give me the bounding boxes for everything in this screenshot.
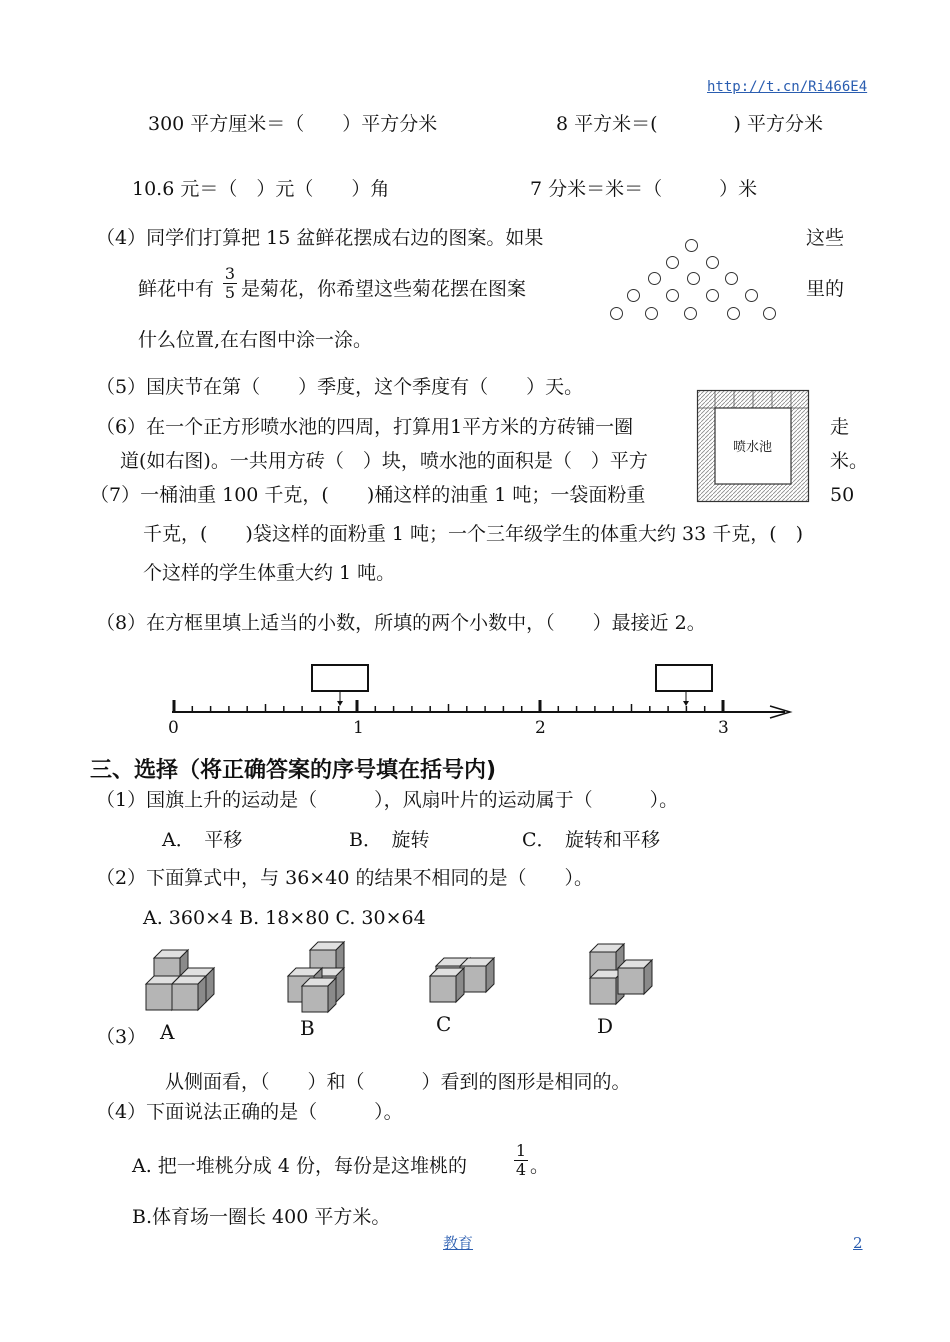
section-3-heading: 三、选择（将正确答案的序号填在括号内) (90, 758, 497, 783)
cube (430, 968, 464, 1002)
flower-circle[interactable] (763, 307, 776, 320)
cube (460, 958, 494, 992)
flower-circle[interactable] (627, 289, 640, 302)
tick-label-2: 2 (535, 718, 546, 738)
cube (618, 960, 652, 994)
c4-option-a-post: 。 (530, 1155, 550, 1177)
q6-line2-end: 米。 (830, 450, 869, 472)
q3-line2-left: 10.6 元＝（ ）元（ ）角 (132, 178, 390, 200)
c3-number: （3） (96, 1026, 147, 1048)
cube (172, 976, 206, 1010)
q7-line1-end: 50 (830, 484, 855, 506)
cube-label-b: B (300, 1016, 315, 1040)
q3-line2-right: 7 分米＝米＝（ ）米 (530, 178, 758, 200)
tick-label-0: 0 (168, 718, 179, 738)
cube-label-c: C (436, 1012, 452, 1036)
fraction-numerator: 1 (515, 1141, 527, 1160)
flower-circle[interactable] (666, 256, 679, 269)
flower-circle[interactable] (706, 289, 719, 302)
q3-line1-right: 8 平方米＝( ) 平方分米 (556, 113, 823, 135)
flower-circle[interactable] (685, 239, 698, 252)
flower-circle[interactable] (666, 289, 679, 302)
q7-line2: 千克，( )袋这样的面粉重 1 吨；一个三年级学生的体重大约 33 千克，( ) (143, 523, 804, 545)
answer-box-left[interactable] (312, 665, 368, 691)
cube-figures (140, 938, 670, 1018)
flower-circle[interactable] (645, 307, 658, 320)
header-url[interactable]: http://t.cn/Ri466E4 (707, 79, 868, 95)
c2-options[interactable]: A. 360×4 B. 18×80 C. 30×64 (143, 907, 426, 929)
c1-option-a[interactable]: A． 平移 (162, 829, 243, 851)
c4-question: （4）下面说法正确的是（ ）。 (96, 1101, 403, 1123)
q5-line: （5）国庆节在第（ ）季度，这个季度有（ ）天。 (96, 376, 584, 398)
q7-line3: 个这样的学生体重大约 1 吨。 (143, 562, 396, 584)
number-line (160, 660, 800, 720)
fraction-one-quarter (514, 1143, 528, 1178)
c1-question: （1）国旗上升的运动是（ ），风扇叶片的运动属于（ ）。 (96, 789, 679, 811)
fraction-denominator: 4 (515, 1160, 527, 1179)
c1-option-c[interactable]: C． 旋转和平移 (522, 829, 661, 851)
fraction-numerator: 3 (224, 264, 236, 283)
footer-link[interactable]: 教育 (443, 1234, 474, 1252)
q4-line1-end: 这些 (806, 227, 845, 249)
pool-label: 喷水池 (733, 440, 773, 455)
page-number: 2 (853, 1234, 863, 1252)
cube-label-d: D (597, 1014, 614, 1038)
q8-line: （8）在方框里填上适当的小数，所填的两个小数中，（ ）最接近 2。 (96, 612, 706, 634)
fraction-denominator: 5 (224, 283, 236, 302)
q6-line1: （6）在一个正方形喷水池的四周，打算用1平方米的方砖铺一圈 (96, 416, 634, 438)
fraction-three-fifths (223, 266, 237, 301)
flower-circle[interactable] (684, 307, 697, 320)
cube (302, 978, 336, 1012)
cube-label-a: A (160, 1020, 175, 1044)
q4-line3: 什么位置,在右图中涂一涂。 (138, 329, 373, 351)
c4-option-b[interactable]: B.体育场一圈长 400 平方米。 (132, 1206, 391, 1228)
c4-option-a-pre[interactable]: A. 把一堆桃分成 4 份，每份是这堆桃的 (132, 1155, 467, 1177)
flower-circle[interactable] (610, 307, 623, 320)
q4-line2-end: 里的 (806, 278, 845, 300)
q3-line1-left: 300 平方厘米＝（ ）平方分米 (148, 113, 438, 135)
c2-question: （2）下面算式中，与 36×40 的结果不相同的是（ ）。 (96, 867, 593, 889)
flower-circle[interactable] (727, 307, 740, 320)
flower-circle[interactable] (706, 256, 719, 269)
q7-line1: （7）一桶油重 100 千克，( )桶这样的油重 1 吨；一袋面粉重 (90, 484, 646, 506)
tick-label-1: 1 (353, 718, 364, 738)
q4-line2-pre: 鲜花中有 (138, 278, 215, 300)
answer-box-right[interactable] (656, 665, 712, 691)
c3-question: 从侧面看，（ ）和（ ）看到的图形是相同的。 (165, 1071, 631, 1093)
flower-circle[interactable] (648, 272, 661, 285)
q4-line2-post: 是菊花，你希望这些菊花摆在图案 (241, 278, 527, 300)
c1-option-b[interactable]: B． 旋转 (349, 829, 430, 851)
q4-line1: （4）同学们打算把 15 盆鲜花摆成右边的图案。如果 (96, 227, 544, 249)
q6-line1-end: 走 (830, 416, 850, 438)
flower-circle[interactable] (745, 289, 758, 302)
q6-line2: 道(如右图)。一共用方砖（ ）块，喷水池的面积是（ ）平方 (120, 450, 648, 472)
flower-circle[interactable] (687, 272, 700, 285)
tick-label-3: 3 (718, 718, 729, 738)
flower-circle[interactable] (725, 272, 738, 285)
